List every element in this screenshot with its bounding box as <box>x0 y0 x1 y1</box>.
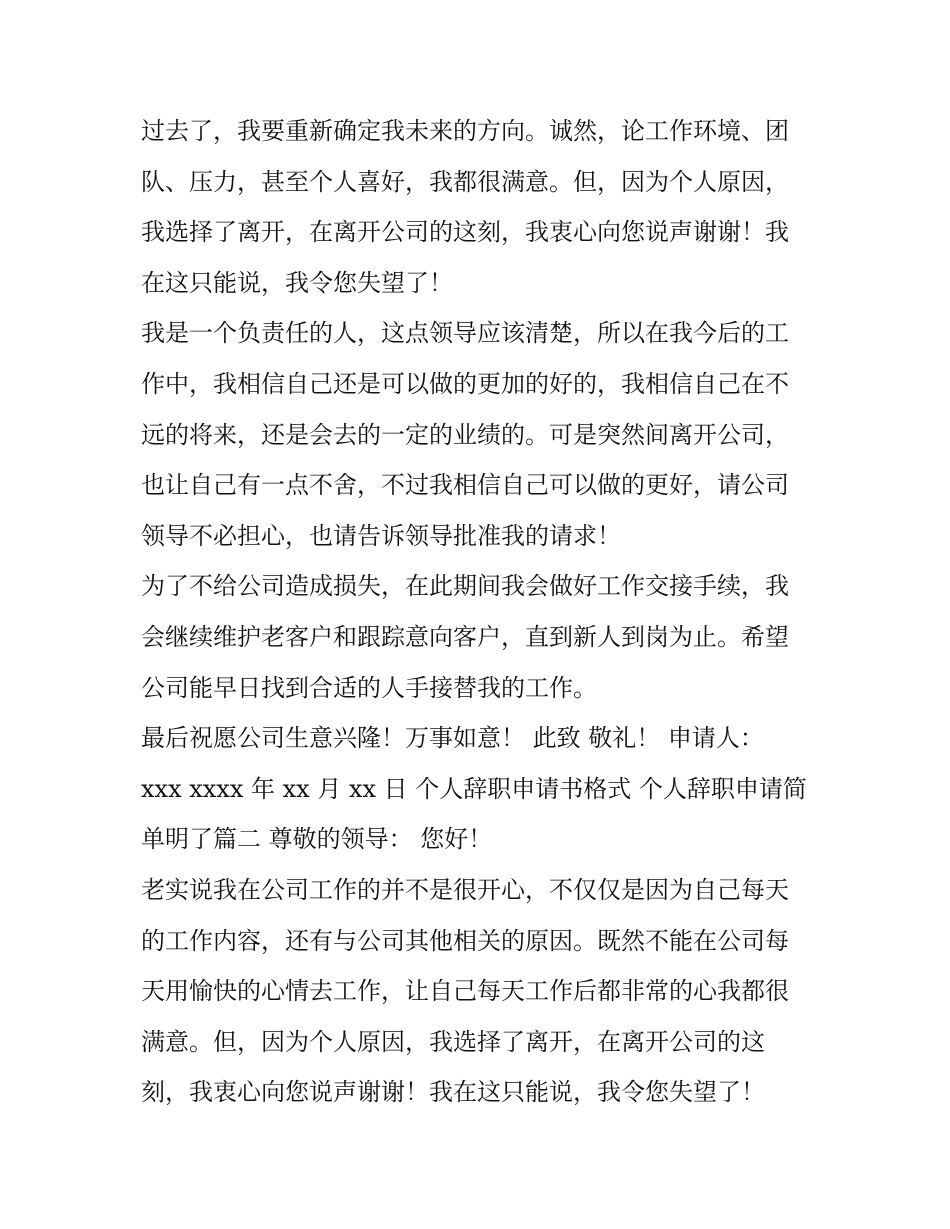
text-line: 公司能早日找到合适的人手接替我的工作。 <box>141 673 597 702</box>
text-line: 也让自己有一点不舍，不过我相信自己可以做的更好，请公司 <box>141 471 789 500</box>
text-line: 刻，我衷心向您说声谢谢！我在这只能说，我令您失望了！ <box>141 1078 765 1107</box>
text-line: 满意。但，因为个人原因，我选择了离开，在离开公司的这 <box>141 1027 765 1056</box>
text-line: 单明了篇二 尊敬的领导： 您好！ <box>141 825 493 854</box>
text-line: 我选择了离开，在离开公司的这刻，我衷心向您说声谢谢！我 <box>141 218 789 247</box>
text-line: 领导不必担心，也请告诉领导批准我的请求！ <box>141 521 621 550</box>
text-line: 会继续维护老客户和跟踪意向客户，直到新人到岗为止。希望 <box>141 622 789 651</box>
text-line: 我是一个负责任的人，这点领导应该清楚，所以在我今后的工 <box>141 319 789 348</box>
text-line: 老实说我在公司工作的并不是很开心，不仅仅是因为自己每天 <box>141 875 789 904</box>
text-line: 过去了，我要重新确定我未来的方向。诚然，论工作环境、团 <box>141 117 789 145</box>
text-line: 作中，我相信自己还是可以做的更加的好的，我相信自己在不 <box>141 369 789 398</box>
text-line: 队、压力，甚至个人喜好，我都很满意。但，因为个人原因， <box>141 167 789 196</box>
text-line: 在这只能说，我令您失望了！ <box>141 268 453 297</box>
text-line: 的工作内容，还有与公司其他相关的原因。既然不能在公司每 <box>141 926 789 955</box>
text-line: 远的将来，还是会去的一定的业绩的。可是突然间离开公司， <box>141 420 789 449</box>
text-line: xxx xxxx 年 xx 月 xx 日 个人辞职申请书格式 个人辞职申请简 <box>141 774 807 803</box>
text-line: 天用愉快的心情去工作，让自己每天工作后都非常的心我都很 <box>141 977 789 1006</box>
body-text <box>141 106 821 1118</box>
text-line: 最后祝愿公司生意兴隆！万事如意！ 此致 敬礼！ 申请人： <box>141 724 764 753</box>
text-line: 为了不给公司造成损失，在此期间我会做好工作交接手续，我 <box>141 572 789 601</box>
